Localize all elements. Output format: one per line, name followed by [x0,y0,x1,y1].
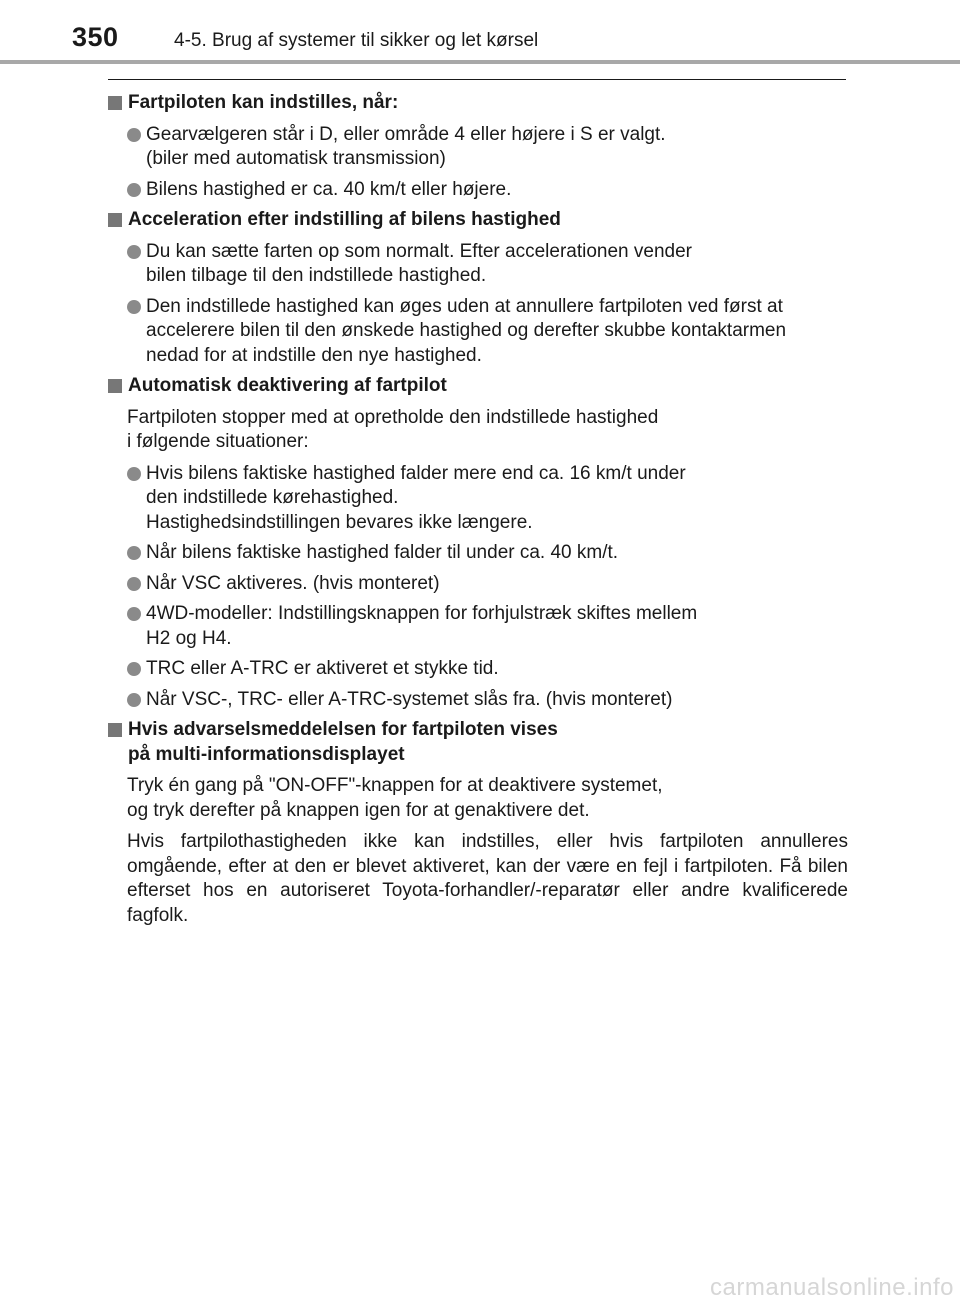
bullet-line: TRC eller A-TRC er aktiveret et stykke tid. [146,658,499,679]
intro-paragraph [108,774,848,823]
bullet-item [108,178,848,203]
bullet-line: Hastighedsindstillingen bevares ikke længere. [146,511,533,533]
section [108,374,848,712]
section [108,91,848,202]
bullet-line: Den indstillede hastighed kan øges uden at annullere fartpiloten ved først at [146,295,783,317]
bullet-item [108,295,848,369]
intro-line: og tryk derefter på knappen igen for at genaktivere det. [127,799,590,821]
round-bullet-icon [127,183,141,197]
bullet-line: Gearvælgeren står i D, eller område 4 eller højere i S er valgt. [146,123,666,145]
intro-line: i følgende situationer: [127,431,309,452]
bullet-line: bilen tilbage til den indstillede hastighed. [146,265,487,286]
intro-line: Fartpiloten stopper med at opretholde den indstillede hastighed [127,406,659,428]
round-bullet-icon [127,245,141,259]
bullet-line: Bilens hastighed er ca. 40 km/t eller højere. [146,178,512,200]
bullet-line: accelerere bilen til den ønskede hastighed og derefter skubbe kontaktarmen [146,320,787,341]
bullet-line: nedad for at indstille den nye hastighed. [146,344,482,366]
square-bullet-icon [108,379,122,393]
intro-line: Tryk én gang på "ON-OFF"-knappen for at deaktivere systemet, [127,775,663,796]
section [108,208,848,368]
heading-line: på multi-informationsdisplayet [128,743,405,765]
square-bullet-icon [108,213,122,227]
heading-line: Hvis advarselsmeddelelsen for fartpiloten vises [128,719,558,740]
bullet-line: Hvis bilens faktiske hastighed falder mere end ca. 16 km/t under [146,462,686,484]
intro-paragraph [108,406,848,455]
bullet-line: H2 og H4. [146,627,232,649]
bullet-line: Når bilens faktiske hastighed falder til under ca. 40 km/t. [146,542,619,563]
bullet-item [108,688,848,713]
section-heading [108,208,848,233]
round-bullet-icon [127,577,141,591]
heading-line: Fartpiloten kan indstilles, når: [128,92,399,113]
bullet-item [108,572,848,597]
bullet-line: 4WD-modeller: Indstillingsknappen for forhjulstræk skiftes mellem [146,603,698,624]
round-bullet-icon [127,607,141,621]
bullet-item [108,602,848,651]
bullet-line: Når VSC-, TRC- eller A-TRC-systemet slås fra. (hvis monteret) [146,688,673,710]
round-bullet-icon [127,128,141,142]
square-bullet-icon [108,723,122,737]
watermark: carmanualsonline.info [710,1274,954,1301]
bullet-line: den indstillede kørehastighed. [146,487,399,508]
section-heading [108,91,848,116]
bullet-line: Du kan sætte farten op som normalt. Efter accelerationen vender [146,240,692,262]
round-bullet-icon [127,693,141,707]
round-bullet-icon [127,467,141,481]
round-bullet-icon [127,546,141,560]
bullet-line: Når VSC aktiveres. (hvis monteret) [146,572,440,594]
page-number: 350 [72,22,119,52]
section-title: 4-5. Brug af systemer til sikker og let kørsel [174,30,539,51]
bullet-item [108,123,848,172]
bullet-line: (biler med automatisk transmission) [146,148,446,169]
content-divider [108,79,846,80]
page-header [0,0,960,62]
section-heading [108,718,848,767]
square-bullet-icon [108,96,122,110]
header-rule [0,60,960,64]
section [108,718,848,928]
section-heading [108,374,848,399]
manual-content [108,91,848,935]
heading-line: Acceleration efter indstilling af bilens hastighed [128,209,561,230]
bullet-item [108,240,848,289]
heading-line: Automatisk deaktivering af fartpilot [128,375,447,396]
body-paragraph: Hvis fartpilothastigheden ikke kan indstilles, eller hvis fartpiloten annulleres omgående, efter at den er blevet aktiveret, kan der være en fejl i fartpiloten. Få bilen efterset hos en autoriseret Toyota-forhandler/-reparatør eller andre kvalificerede fagfolk. [127,831,848,926]
bullet-item [108,657,848,682]
round-bullet-icon [127,662,141,676]
bullet-item [108,541,848,566]
round-bullet-icon [127,300,141,314]
bullet-item [108,462,848,536]
